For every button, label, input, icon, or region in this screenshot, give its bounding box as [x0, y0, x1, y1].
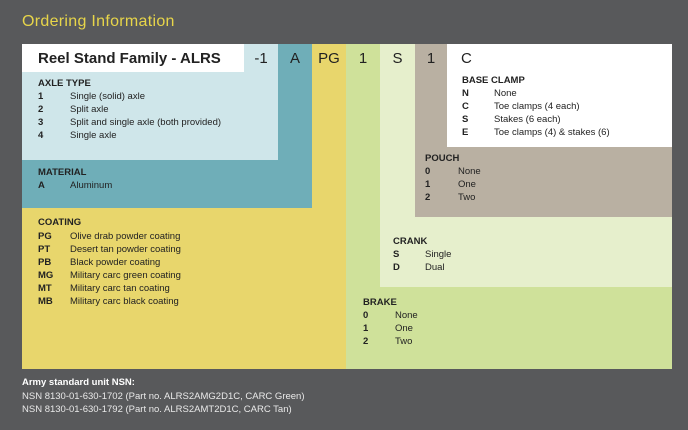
option-code: 1 [38, 91, 44, 102]
option-code: PG [38, 231, 52, 242]
option-label: Aluminum [70, 180, 113, 191]
option-label: Military carc tan coating [70, 283, 170, 294]
option-code: 2 [425, 192, 431, 203]
option-label: Single axle [70, 130, 117, 141]
axle-type-title: AXLE TYPE [38, 78, 91, 89]
option-code: MT [38, 283, 52, 294]
option-code: N [462, 88, 469, 99]
option-code: 1 [363, 323, 369, 334]
option-label: Toe clamps (4 each) [494, 101, 580, 112]
option-label: Split axle [70, 104, 109, 115]
option-label: One [395, 323, 413, 334]
option-code: 2 [38, 104, 44, 115]
option-code: 4 [38, 130, 44, 141]
option-code: PT [38, 244, 51, 255]
option-code: A [38, 180, 45, 191]
option-label: Two [458, 192, 476, 203]
option-code: 1 [425, 179, 431, 190]
crank-title: CRANK [393, 236, 428, 247]
option-label: Desert tan powder coating [70, 244, 181, 255]
code-segment-axle: -1 [244, 44, 278, 72]
code-segment-crank: S [380, 44, 415, 72]
option-code: D [393, 262, 400, 273]
option-code: 0 [363, 310, 369, 321]
family-code-label: Reel Stand Family - ALRS [38, 49, 221, 67]
option-code: PB [38, 257, 52, 268]
option-label: Military carc black coating [70, 296, 179, 307]
code-segment-base-clamp: C [447, 44, 672, 72]
page-title: Ordering Information [22, 13, 175, 30]
option-label: None [395, 310, 418, 321]
option-code: E [462, 127, 469, 138]
option-code: 0 [425, 166, 431, 177]
coating-title: COATING [38, 217, 82, 228]
option-code: S [462, 114, 469, 125]
option-label: None [494, 88, 517, 99]
option-label: Black powder coating [70, 257, 161, 268]
option-label: Olive drab powder coating [70, 231, 181, 242]
brake-title: BRAKE [363, 297, 397, 308]
nsn-line: NSN 8130-01-630-1792 (Part no. ALRS2AMT2D1C, CARC Tan) [22, 404, 292, 415]
nsn-heading: Army standard unit NSN: [22, 377, 135, 388]
nsn-line: NSN 8130-01-630-1702 (Part no. ALRS2AMG2D1C, CARC Green) [22, 391, 305, 402]
option-label: Split and single axle (both provided) [70, 117, 222, 128]
option-code: MG [38, 270, 54, 281]
option-code: 2 [363, 336, 369, 347]
pouch-title: POUCH [425, 153, 460, 164]
option-label: Toe clamps (4) & stakes (6) [494, 127, 610, 138]
option-label: Two [395, 336, 413, 347]
base-clamp-title: BASE CLAMP [462, 75, 525, 86]
option-code: 3 [38, 117, 44, 128]
family-code-box [22, 44, 244, 72]
option-label: None [458, 166, 481, 177]
option-label: Stakes (6 each) [494, 114, 561, 125]
option-code: S [393, 249, 400, 260]
option-label: One [458, 179, 476, 190]
code-segment-coating: PG [312, 44, 346, 72]
code-segment-brake: 1 [346, 44, 380, 72]
option-label: Military carc green coating [70, 270, 181, 281]
option-label: Dual [425, 262, 445, 273]
code-segment-pouch: 1 [415, 44, 447, 72]
material-title: MATERIAL [38, 167, 87, 178]
option-code: C [462, 101, 469, 112]
code-segment-material: A [278, 44, 312, 72]
option-code: MB [38, 296, 53, 307]
option-label: Single [425, 249, 452, 260]
option-label: Single (solid) axle [70, 91, 145, 102]
